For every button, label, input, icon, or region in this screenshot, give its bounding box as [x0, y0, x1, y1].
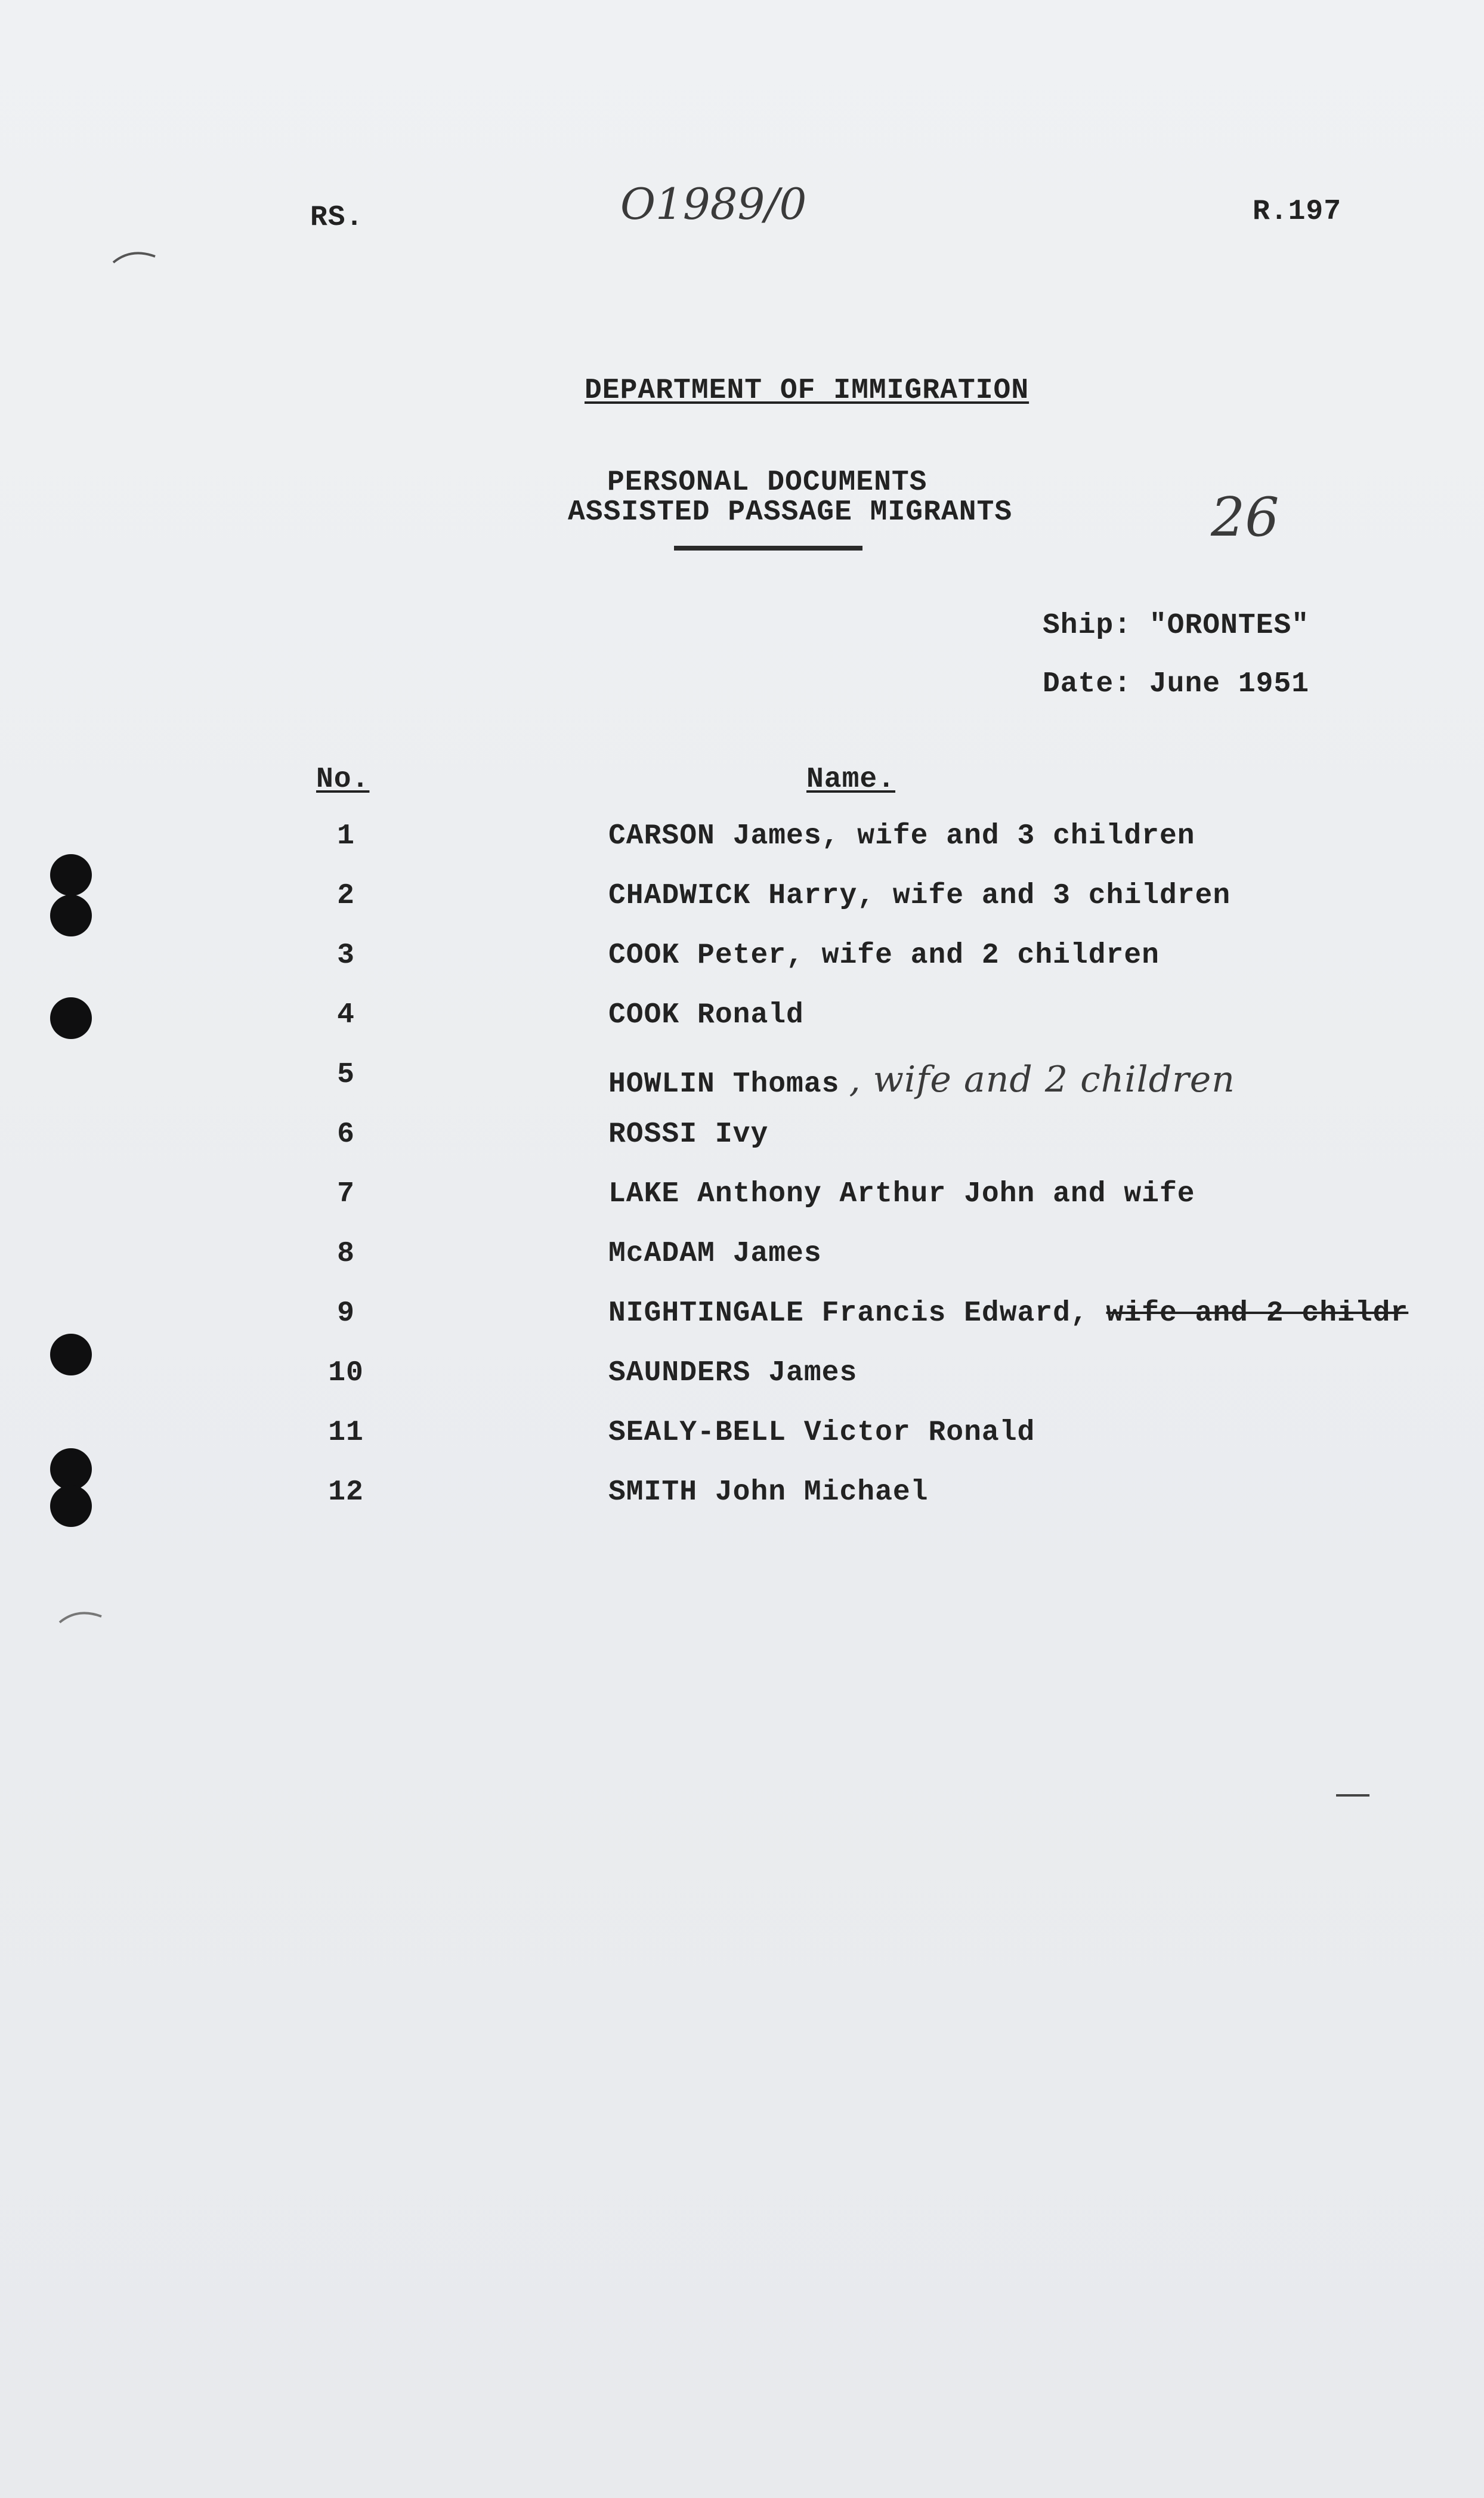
- ship-label: Ship:: [1043, 610, 1132, 642]
- date-line: [1043, 668, 1309, 700]
- paper-mark: [107, 239, 167, 274]
- ship-line: [1043, 610, 1309, 642]
- migrant-name: COOK Ronald: [608, 999, 804, 1031]
- list-item: [608, 1476, 928, 1508]
- list-item: [608, 1297, 1408, 1330]
- row-number: 5: [337, 1059, 355, 1091]
- row-number: 6: [337, 1118, 355, 1151]
- column-header-no: No.: [316, 763, 370, 796]
- handwritten-note: , wife and 2 children: [849, 1059, 1235, 1100]
- paper-mark: [1336, 1794, 1369, 1797]
- file-number: O1989/0: [620, 179, 807, 229]
- list-item: [608, 820, 1195, 852]
- migrant-name: NIGHTINGALE Francis Edward,: [608, 1297, 1089, 1330]
- list-item: [608, 939, 1160, 972]
- struck-text: wife and 2 childr: [1106, 1297, 1409, 1330]
- date-label: Date:: [1043, 668, 1132, 700]
- migrant-name: McADAM James: [608, 1238, 822, 1270]
- list-item: [608, 999, 804, 1031]
- migrant-name: SMITH John Michael: [608, 1476, 929, 1508]
- title-line-2: ASSISTED PASSAGE MIGRANTS: [568, 496, 1013, 528]
- list-item: [608, 1059, 1235, 1100]
- row-number: 10: [328, 1357, 364, 1389]
- list-item: [608, 1178, 1195, 1210]
- row-number: 8: [337, 1238, 355, 1270]
- punch-hole: [50, 895, 92, 936]
- row-number: 7: [337, 1178, 355, 1210]
- punch-hole: [50, 854, 92, 896]
- list-item: [608, 1417, 1035, 1449]
- migrant-name: SAUNDERS James: [608, 1357, 858, 1389]
- row-number: 4: [337, 999, 355, 1031]
- punch-hole: [50, 1485, 92, 1527]
- row-number: 12: [328, 1476, 364, 1508]
- title-line-1: PERSONAL DOCUMENTS: [607, 466, 928, 499]
- migrant-name: ROSSI Ivy: [608, 1118, 769, 1151]
- row-number: 11: [328, 1417, 364, 1449]
- row-number: 3: [337, 939, 355, 972]
- migrant-name: HOWLIN Thomas: [608, 1068, 840, 1100]
- row-number: 2: [337, 880, 355, 912]
- reference-number: R.197: [1253, 196, 1342, 228]
- ship-value: "ORONTES": [1149, 610, 1310, 642]
- title-rule: [674, 546, 862, 551]
- list-item: [608, 1238, 822, 1270]
- column-header-name: Name.: [806, 763, 896, 796]
- list-item: [608, 1118, 768, 1151]
- date-value: June 1951: [1149, 668, 1310, 700]
- department-title: DEPARTMENT OF IMMIGRATION: [585, 375, 1029, 407]
- migrant-name: CHADWICK Harry, wife and 3 children: [608, 880, 1231, 912]
- migrant-name: SEALY-BELL Victor Ronald: [608, 1417, 1035, 1449]
- paper-mark: [54, 1599, 113, 1634]
- punch-hole: [50, 997, 92, 1039]
- punch-hole: [50, 1334, 92, 1375]
- punch-hole: [50, 1448, 92, 1490]
- list-item: [608, 1357, 857, 1389]
- list-item: [608, 880, 1231, 912]
- migrant-name: LAKE Anthony Arthur John and wife: [608, 1178, 1195, 1210]
- handwritten-folio: 26: [1211, 486, 1279, 549]
- migrant-name: CARSON James, wife and 3 children: [608, 820, 1195, 852]
- row-number: 9: [337, 1297, 355, 1330]
- migrant-name: COOK Peter, wife and 2 children: [608, 939, 1160, 972]
- left-mark: RS.: [310, 202, 364, 234]
- row-number: 1: [337, 820, 355, 852]
